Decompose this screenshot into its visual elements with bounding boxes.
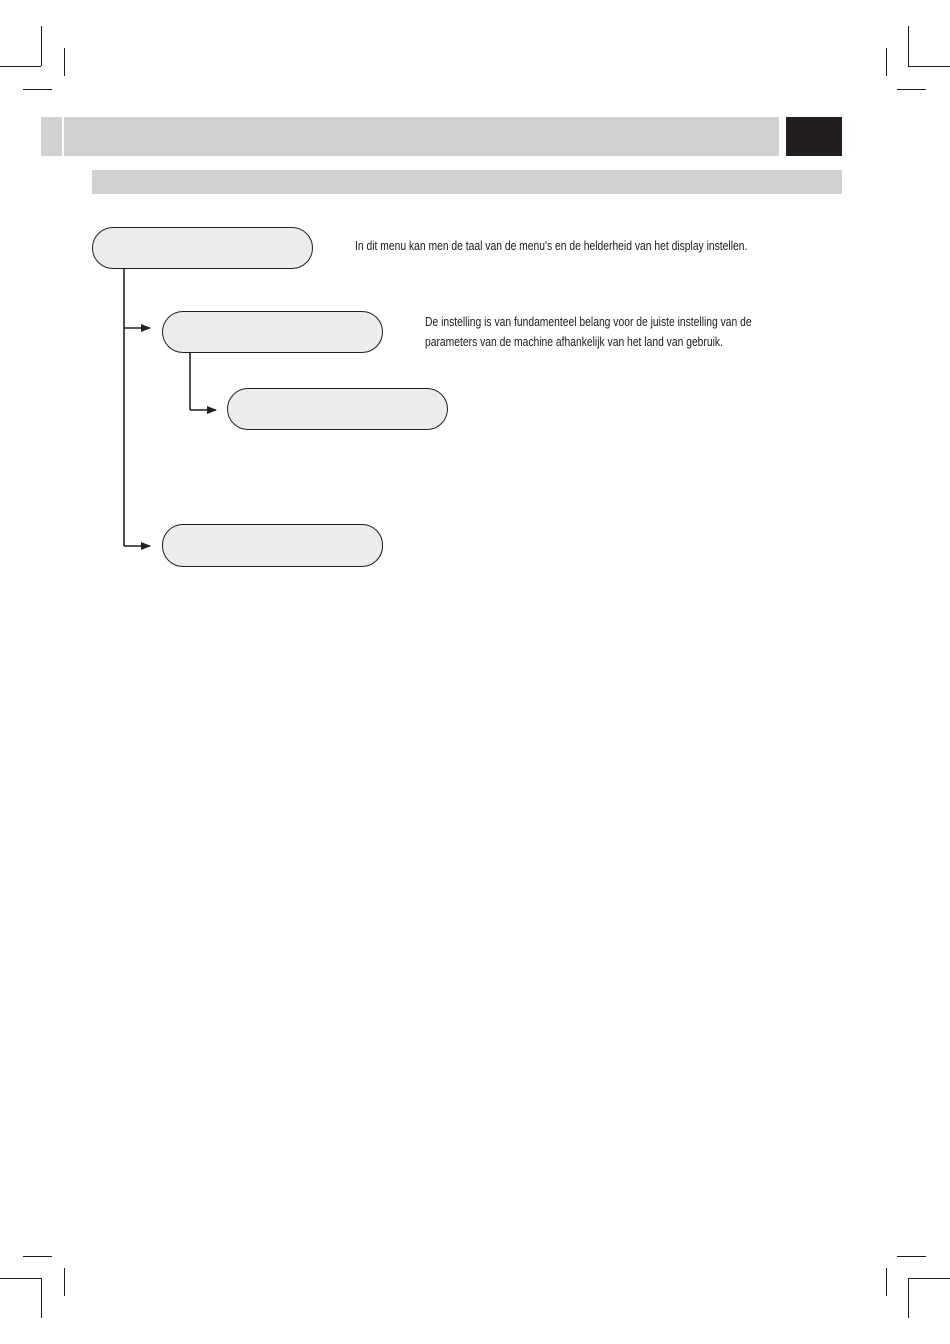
crop-mark	[897, 1256, 926, 1257]
menu-intro-line: In dit menu kan men de taal van de menu's en de helderheid van het display instellen.	[355, 239, 748, 253]
crop-mark	[64, 1268, 65, 1296]
menu-box-child-1	[162, 311, 383, 353]
section-header-bar	[92, 170, 842, 194]
menu-intro-text	[355, 236, 747, 256]
menu-box-grandchild-1	[227, 388, 448, 430]
crop-mark	[0, 66, 41, 67]
crop-mark	[886, 48, 887, 76]
crop-mark	[0, 1278, 41, 1279]
crop-mark	[41, 26, 42, 66]
setting-note-text	[425, 312, 752, 352]
crop-mark	[897, 89, 926, 90]
menu-box-root	[92, 227, 313, 269]
setting-note-line-1: De instelling is van fundamenteel belang voor de juiste instelling van de	[425, 315, 752, 329]
page-number-tab	[786, 117, 842, 156]
crop-mark	[908, 66, 950, 67]
crop-mark	[41, 1278, 42, 1318]
setting-note-line-2: parameters van de machine afhankelijk van het land van gebruik.	[425, 335, 723, 349]
chapter-header-bar	[41, 117, 779, 156]
crop-mark	[64, 48, 65, 76]
crop-mark	[908, 26, 909, 66]
menu-box-child-2	[162, 524, 383, 567]
header-divider	[62, 117, 64, 156]
crop-mark	[23, 89, 52, 90]
crop-mark	[908, 1278, 909, 1318]
crop-mark	[886, 1268, 887, 1296]
crop-mark	[908, 1278, 950, 1279]
crop-mark	[23, 1256, 52, 1257]
